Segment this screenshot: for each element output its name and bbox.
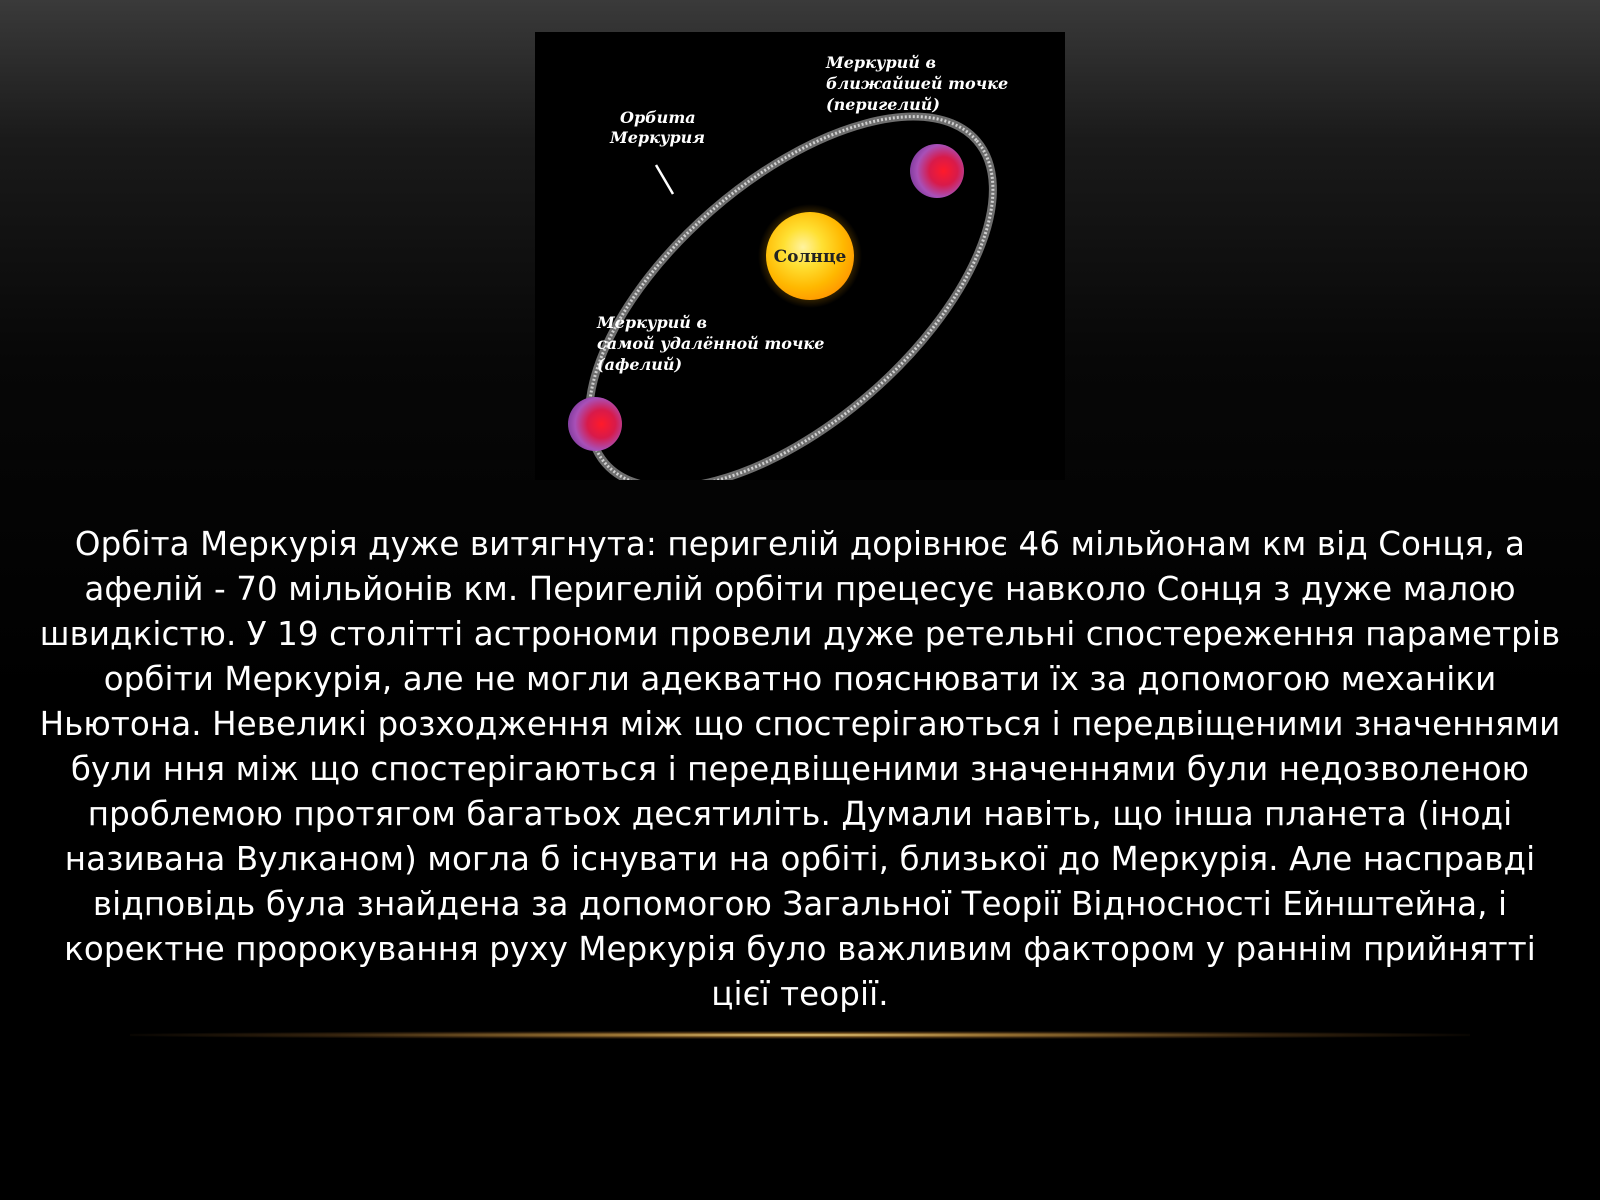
sun-label: Солнце (773, 247, 847, 267)
aphelion-label-line2: самой удалённой точке (597, 334, 825, 353)
orbit-label-line2: Меркурия (610, 128, 706, 147)
slide-body-text: Орбіта Меркурія дуже витягнута: перигелій дорівнює 46 мільйонам км від Сонця, а афелій - 70 мільйонів км. Перигелій орбіти прецесує навколо Сонця з дуже малою швидкістю. У 19 столітті астрономи провели дуже ретельні спостереження параметрів орбіти Меркурія, але не могли адекватно пояснювати їх за допомогою механіки Ньютона. Невеликі розходження між що спостерігаються і передвіщеними значеннями були ння між що спостерігаються і передвіщеними значеннями були недозволеною проблемою протягом багатьох десятиліть. Думали навіть, що інша планета (іноді називана Вулканом) могла б існувати на орбіті, близької до Меркурія. Але насправді відповідь була знайдена за допомогою Загальної Теорії Відносності Ейнштейна, і коректне пророкування руху Меркурія було важливим фактором у раннім прийнятті цієї теорії. (39, 525, 1561, 1013)
glow-divider (130, 1031, 1470, 1039)
orbit-diagram-svg (535, 32, 1065, 480)
mercury-aphelion-planet (568, 397, 622, 451)
mercury-perihelion-planet (910, 144, 964, 198)
aphelion-label-line1: Меркурий в (597, 313, 708, 332)
perihelion-label-line3: (перигелий) (826, 95, 940, 114)
perihelion-label-line2: ближайшей точке (826, 74, 1009, 93)
mercury-orbit-diagram (535, 32, 1065, 480)
aphelion-label-line3: (афелий) (597, 355, 683, 374)
orbit-label-pointer (656, 165, 673, 194)
perihelion-label-line1: Меркурий в (826, 53, 937, 72)
orbit-label-line1: Орбита (620, 108, 696, 127)
